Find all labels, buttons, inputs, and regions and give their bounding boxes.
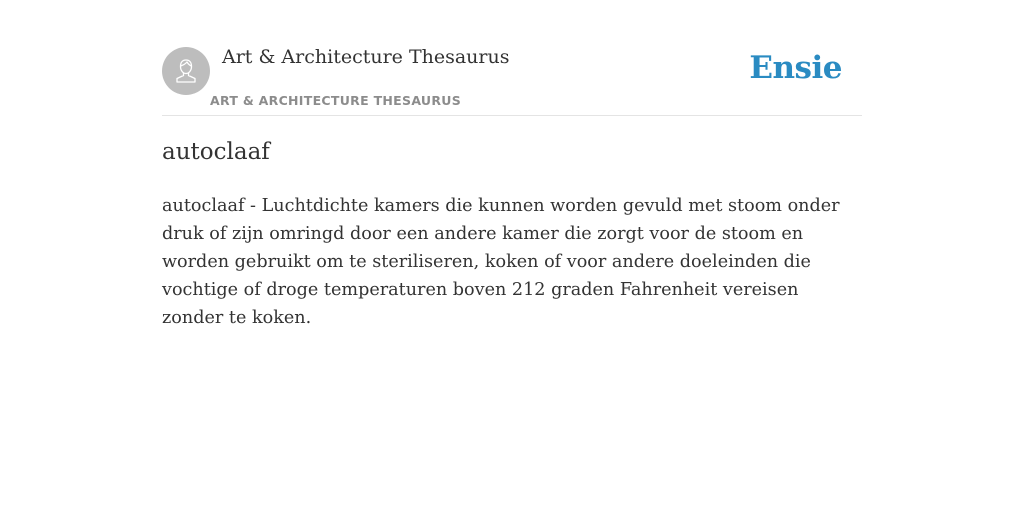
user-icon (171, 56, 201, 86)
page-container (162, 0, 862, 328)
entry-title: autoclaaf (162, 139, 270, 165)
author-name[interactable]: Art & Architecture Thesaurus (222, 46, 510, 68)
author-subtitle[interactable]: ART & ARCHITECTURE THESAURUS (210, 93, 462, 108)
ensie-logo[interactable]: Ensie (749, 50, 842, 86)
entry-definition: autoclaaf - Luchtdichte kamers die kunnen worden gevuld met stoom onder druk of zijn omringd door een andere kamer die zorgt voor de stoom en worden gebruikt om te steriliseren, koken of voor andere doeleinden die vochtige of droge temperaturen boven 212 graden Fahrenheit vereisen zonder te koken. (162, 196, 840, 328)
avatar[interactable] (162, 47, 210, 95)
page-header (162, 0, 862, 116)
